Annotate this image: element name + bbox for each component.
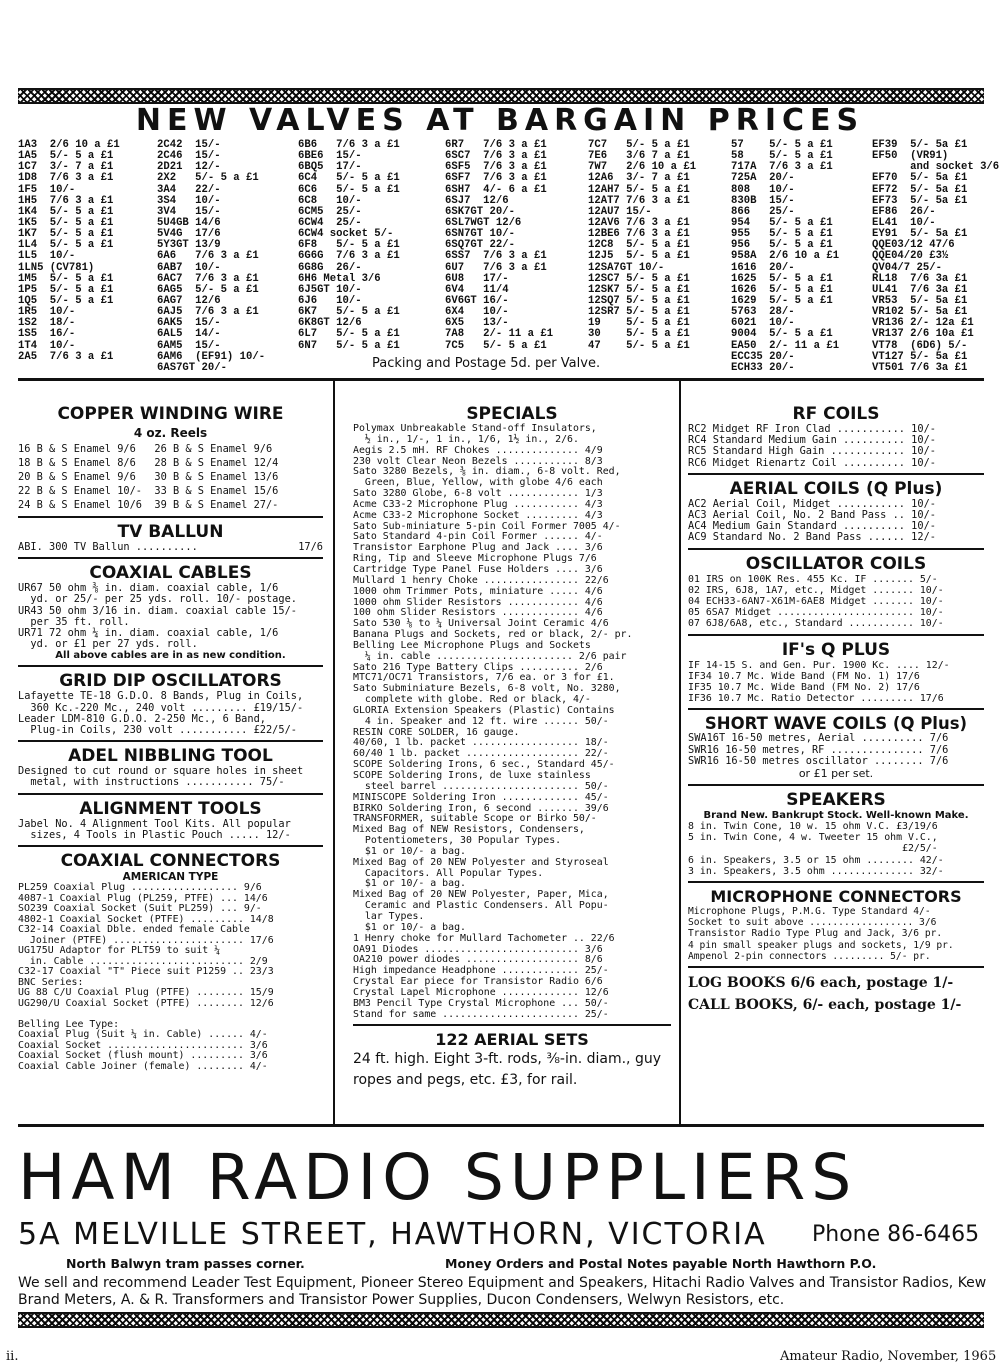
company-name: HAM RADIO SUPPLIERS [18,1141,858,1214]
valve-entry: 6AC7 7/6 3 a £1 [157,272,259,285]
packing-note: Packing and Postage 5d. per Valve. [372,356,601,371]
valve-entry: VT78 (6D6) 5/- [872,339,968,352]
valve-entry: 2C42 15/- [157,139,221,151]
valve-entry: 6SQ7GT 22/- [445,239,515,252]
aerial-sets-text: 24 ft. high. Eight 3-ft. rods, ⅜-in. diam., guy ropes and pegs, etc. £3, for rail. [353,1051,661,1089]
valve-entry: QV04/7 25/- [872,261,942,274]
valve-entry: 6CW4 socket 5/- [298,228,394,241]
valves-column-1 [18,140,120,363]
aerial-coils-text: AC2 Aerial Coil, Midget ........... 10/- AC3 Aerial Coil, No. 2 Band Pass .. 10/- AC4 Medium Gain Standard .......... 10/- AC9 Standard No. 2 Band Pass ...... 12/- [688,497,936,544]
valve-entry: 2C46 15/- [157,150,221,163]
valves-column-4 [445,140,553,352]
valve-entry: ECH33 20/- [731,361,795,374]
divider [18,793,323,795]
valve-entry: 1A3 2/6 10 a £1 [18,139,120,151]
short-wave-note: or £1 per set. [798,767,874,781]
valve-entry: 5U4GB 14/6 [157,216,221,229]
valve-entry: 6AL5 14/- [157,328,221,341]
valve-entry: 1S2 18/- [18,317,76,330]
log-books: LOG BOOKS 6/6 each, postage 1/- [688,975,954,992]
section-divider-bottom [18,1124,984,1127]
copper-row: 22 B & S Enamel 10/- 33 B & S Enamel 15/6 [18,485,279,497]
mic-connectors-text: Microphone Plugs, P.M.G. Type Standard 4/- Socket to suit above .................. 3/6 Transistor Radio Type Plug and Jack, 3/6 pr. 4 pin small speaker plugs and sockets, 1/9 pr. Ampenol 2-pin connectors ......... 5/- pr. [688,906,954,962]
valve-entry: 6U7 7/6 3 a £1 [445,261,547,274]
coax-connectors-title: COAXIAL CONNECTORS [60,851,281,872]
coaxial-cables-note: All above cables are in as new condition. [55,650,286,662]
tvballun-title: TV BALLUN [117,522,224,542]
valves-column-6 [731,140,839,374]
divider [688,548,984,550]
valve-entry: VR137 2/6 10a £1 [872,328,974,341]
valve-entry: EF50 (VR91) [872,150,949,163]
valve-entry: 12AV6 7/6 3 a £1 [588,216,690,229]
valve-entry: 12AT7 7/6 3 a £1 [588,194,690,207]
valves-column-2 [157,140,265,374]
divider [688,881,984,883]
valve-entry: 12AH7 5/- 5 a £1 [588,183,690,196]
valve-entry: 3S4 10/- [157,194,221,207]
valve-entry: 6V6GT 16/- [445,294,509,307]
valves-column-5 [588,140,696,352]
valve-entry: 12SK7 5/- 5 a £1 [588,283,690,296]
speakers-title: SPEAKERS [786,790,886,811]
valve-entry: 6K7 5/- 5 a £1 [298,306,400,319]
valve-entry: 5V4G 17/6 [157,228,221,241]
valve-entry: 3A4 22/- [157,183,221,196]
divider [688,708,984,710]
valve-entry: 6CW4 25/- [298,216,362,229]
valve-entry: 12SR7 5/- 5 a £1 [588,306,690,319]
valve-entry: 1629 5/- 5 a £1 [731,294,833,307]
valve-entry: 725A 20/- [731,172,795,185]
valve-entry: 1625 5/- 5 a £1 [731,272,833,285]
valve-entry: 6F8 5/- 5 a £1 [298,239,400,252]
valve-entry: 6G6G 7/6 3 a £1 [298,250,400,263]
valve-entry: 1A5 5/- 5 a £1 [18,150,114,163]
valve-entry: 6C8 10/- [298,194,362,207]
valve-entry: QQE04/20 £3½ [872,250,949,263]
ifs-title: IF's Q PLUS [781,639,891,660]
valve-entry: 6X5 13/- [445,317,509,330]
valve-entry: 1R5 10/- [18,306,76,319]
rf-coils-title: RF COILS [792,404,880,424]
valve-entry: ECC35 20/- [731,350,795,363]
valve-entry: 1D8 7/6 3 a £1 [18,172,114,185]
bottom-decorative-border [18,1312,984,1328]
valve-entry: 7A8 2/- 11 a £1 [445,328,554,341]
divider [18,516,323,518]
valve-entry: 2D21 12/- [157,161,221,174]
valve-entry: EA50 2/- 11 a £1 [731,339,840,352]
copper-title: COPPER WINDING WIRE [57,404,284,424]
aerial-sets-title: 122 AERIAL SETS [435,1030,589,1050]
company-phone: Phone 86-6465 [812,1222,980,1247]
valve-entry: 6K8GT 12/6 [298,317,362,330]
section-divider [18,378,984,381]
valve-entry: 6AK5 15/- [157,317,221,330]
coaxial-cables-title: COAXIAL CABLES [89,563,252,584]
valve-entry: 6B6 7/6 3 a £1 [298,139,400,151]
top-decorative-border [18,88,984,104]
valve-entry: VR136 2/- 12a £1 [872,317,974,330]
left-column [18,404,323,1072]
valve-entry: 1K7 5/- 5 a £1 [18,228,114,241]
specials-text: Polymax Unbreakable Stand-off Insulators, ½ in., 1/-, 1 in., 1/6, 1½ in., 2/6. Aegis 2.5 mH. RF Chokes .............. 4/9 230 volt Clear Neon Bezels ........... 8/3 Sato 3280 Bezels, ⅜ in. diam., 6-8 volt. Red, Green, Blue, Yellow, with globe 4/6 each Sato 3280 Globe, 6-8 volt ............ 1/3 Acme C33-2 Microphone Plug ........... 4/3 Acme C33-2 Microphone Socket ......... 4/3 Sato Sub-miniature 5-pin Coil Former 7005 4/- Sato Standard 4-pin Coil Former ...... 4/- Transistor Earphone Plug and Jack .... 3/6 Ring, Tip and Sleeve Microphone Plugs 7/6 Cartridge Type Panel Fuse Holders .... 3/6 Mullard 1 henry Choke ................ 22/6 1000 ohm Trimmer Pots, miniature ..... 4/6 1000 ohm Slider Resistors ............ 4/6 100 ohm Slider Resistors ............. 4/6 Sato 530 ⅛ to ¼ Universal Joint Ceramic 4/6 Banana Plugs and Sockets, red or black, 2/- pr. Belling Lee Microphone Plugs and Sockets ¼ in. cable ....................... 2/6 pair Sato 216 Type Battery Clips .......... 2/6 MTC71/OC71 Transistors, 7/6 ea. or 3 for £1. Sato Subminiature Bezels, 6-8 volt, No. 3280, complete with globe. Red or black, 4/- GLORIA Extension Speakers (Plastic) Contains 4 in. Speaker and 12 ft. wire ...... 50/- RESIN CORE SOLDER, 16 gauge. 40/60, 1 lb. packet .................. 18/- 60/40 1 lb. packet ................... 22/- SCOPE Soldering Irons, 6 sec., Standard 45/- SCOPE Soldering Irons, de luxe stainless steel barrel ....................... 50/- MINISCOPE Soldering Iron ............. 45/- BIRKO Soldering Iron, 6 second ....... 39/6 TRANSFORMER, suitable Scope or Birko 50/- Mixed Bag of NEW Resistors, Condensers, Potentiometers, 30 Popular Types. $1 or 10/- a bag. Mixed Bag of 20 NEW Polyester and Styroseal Capacitors. All Popular Types. $1 or 10/- a bag. Mixed Bag of 20 NEW Polyester, Paper, Mica, Ceramic and Plastic Condensers. All Popu- lar Types. $1 or 10/- a bag. 1 Henry choke for Mullard Tachometer .. 22/6 OA91 Diodes .......................... 3/6 OA210 power diodes ................... 8/6 High impedance Headphone ............. 25/- Crystal Ear piece for Transistor Radio 6/6 Crystal Lapel Microphone ............. 12/6 BM3 Pencil Type Crystal Microphone ... 50/- Stand for same ....................... 25/- [353,423,633,1020]
valve-entry: 6AS7GT 20/- [157,361,227,374]
valve-entry: 12AU7 15/- [588,205,652,218]
tvballun-item [18,542,323,553]
valve-entry: 6SL7WGT 12/6 [445,216,522,229]
aerial-coils-title: AERIAL COILS (Q Plus) [729,478,943,499]
valve-entry: 6V4 11/4 [445,283,509,296]
copper-list [18,442,323,512]
valve-entry: 1Q5 5/- 5 a £1 [18,294,114,307]
speakers-text: 8 in. Twin Cone, 10 w. 15 ohm V.C. £3/19/6 5 in. Twin Cone, 4 w. Tweeter 15 ohm V.C., £2/5/- 6 in. Speakers, 3.5 or 15 ohm ........ 42/- 3 in. Speakers, 3.5 ohm .............. 32/- [688,821,944,877]
call-books: CALL BOOKS, 6/- each, postage 1/- [688,997,962,1014]
divider [353,1024,671,1026]
valve-entry: 1H5 7/6 3 a £1 [18,194,114,207]
valve-entry: EF86 26/- [872,205,936,218]
copper-row: 16 B & S Enamel 9/6 26 B & S Enamel 9/6 [18,443,273,455]
osc-coils-title: OSCILLATOR COILS [745,553,927,574]
valve-entry: 6AM6 (EF91) 10/- [157,350,266,363]
valve-entry: 6X4 10/- [445,306,509,319]
divider [688,634,984,636]
valve-entry: 6J5GT 10/- [298,283,362,296]
valve-entry: VT501 7/6 3a £1 [872,361,968,374]
copper-row: 18 B & S Enamel 8/6 28 B & S Enamel 12/4 [18,457,279,469]
valve-entry: 1C7 3/- 7 a £1 [18,161,114,174]
copper-row: 24 B & S Enamel 10/6 39 B & S Enamel 27/- [18,499,279,511]
valve-entry: and socket 3/6 [872,161,1000,174]
divider [688,966,984,968]
valve-entry: RL18 7/6 3a £1 [872,272,968,285]
valve-entry: 12SA7GT 10/- [588,261,665,274]
valve-entry: 12J5 5/- 5 a £1 [588,250,690,263]
valve-entry: 6G8G 26/- [298,261,362,274]
valve-entry: EY91 5/- 5a £1 [872,228,968,241]
valve-entry: 6R7 7/6 3 a £1 [445,139,547,151]
valve-entry: 12BE6 7/6 3 a £1 [588,228,690,241]
valve-entry: 808 10/- [731,183,795,196]
valve-entry: 6U8 17/- [445,272,509,285]
valve-entry: QQE03/12 47/6 [872,239,955,252]
copper-row: 20 B & S Enamel 9/6 30 B & S Enamel 13/6 [18,471,279,483]
valve-entry: VT127 5/- 5a £1 [872,350,968,363]
valve-entry: 1M5 5/- 5 a £1 [18,272,114,285]
valve-entry: 12SQ7 5/- 5 a £1 [588,294,690,307]
mic-connectors-title: MICROPHONE CONNECTORS [710,887,962,907]
valve-entry: 6L7 5/- 5 a £1 [298,328,400,341]
valve-entry: 956 5/- 5 a £1 [731,239,833,252]
valve-entry: 6SC7 7/6 3 a £1 [445,150,547,163]
valve-entry: 12C8 5/- 5 a £1 [588,239,690,252]
valve-entry: 6SF5 7/6 3 a £1 [445,161,547,174]
osc-coils-text: 01 IRS on 100K Res. 455 Kc. IF ....... 5/- 02 IRS, 6J8, 1A7, etc., Midget ....... 10/- 04 ECH33-6AN7-X61M-6AE8 Midget ....... 10/- 05 6SA7 Midget ....................... 10/- 07 6J8/6A8, etc., Standard ........... 10/- [688,573,944,630]
coaxial-cables-text: UR67 50 ohm ⅜ in. diam. coaxial cable, 1/6 yd. or 25/- per 25 yds. roll. 10/- postage. UR43 50 ohm 3/16 in. diam. coaxial cable 15/- per 35 ft. roll. UR71 72 ohm ¼ in. diam. coaxial cable, 1/6 yd. or £1 per 27 yds. roll. [18,582,297,651]
valve-entry: 12SC7 5/- 5 a £1 [588,272,690,285]
valve-entry: 6AG5 5/- 5 a £1 [157,283,259,296]
valve-entry: 6N7 5/- 5 a £1 [298,339,400,352]
valve-entry: 1626 5/- 5 a £1 [731,283,833,296]
money-orders-note: Money Orders and Postal Notes payable North Hawthorn P.O. [445,1256,877,1271]
valve-entry: 2X2 5/- 5 a £1 [157,172,259,185]
valve-entry: 58 5/- 5 a £1 [731,150,833,163]
valve-entry: 866 25/- [731,205,795,218]
valve-entry: 1T4 10/- [18,339,76,352]
valve-entry: 6SF7 7/6 3 a £1 [445,172,547,185]
divider [18,740,323,742]
valve-entry: 3V4 15/- [157,205,221,218]
valve-entry: 6SH7 4/- 6 a £1 [445,183,547,196]
coax-connectors-text: PL259 Coaxial Plug .................. 9/6 4087-1 Coaxial Plug (PL259, PTFE) ... 14/6 SO239 Coaxial Socket (Suit PL259) ... 9/- 4802-1 Coaxial Socket (PTFE) ......... 14/8 C32-14 Coaxial Dble. ended female Cable Joiner (PTFE) ...................... 17/6 UG175U Adaptor for PLT59 to suit ¼ in. Cable .......................... 2/9 C32-17 Coaxial "T" Piece suit P1259 .. 23/3 BNC Series: UG 88 C/U Coaxial Plug (PTFE) ........ 15/9 UG290/U Coaxial Socket (PTFE) ........ 12/6 Belling Lee Type: Coaxial Plug (Suit ¼ in. Cable) ...... 4/- Coaxial Socket ....................... 3/6 Coaxial Socket (flush mount) ......... 3/6 Coaxial Cable Joiner (female) ........ 4/- [18,882,274,1072]
grid-dip-title: GRID DIP OSCILLATORS [59,671,282,692]
valve-entry: 2A5 7/6 3 a £1 [18,350,114,363]
tvballun-price: 17/6 [298,541,323,553]
column-divider-right [679,381,681,1124]
ifs-text: IF 14-15 S. and Gen. Pur. 1900 Kc. .... 12/- IF34 10.7 Mc. Wide Band (FM No. 1) 17/6 IF35 10.7 Mc. Wide Band (FM No. 2) 17/6 IF36 10.7 Mc. Ratio Detector ......... 17/6 [688,659,950,705]
divider [688,473,984,475]
valve-entry: 5763 28/- [731,306,795,319]
valve-entry: 19 5/- 5 a £1 [588,317,690,330]
valve-entry: EF72 5/- 5a £1 [872,183,968,196]
valve-entry: EL41 10/- [872,216,936,229]
valve-entry: 1L4 5/- 5 a £1 [18,239,114,252]
divider [18,845,323,847]
valve-entry: 12A6 3/- 7 a £1 [588,172,690,185]
valve-entry: 1S5 16/- [18,328,76,341]
valve-entry: 6AM5 15/- [157,339,221,352]
valve-entry: 5Y3GT 13/9 [157,239,221,252]
valve-entry: 1F5 10/- [18,183,76,196]
valves-column-3 [298,140,400,352]
divider [688,784,984,786]
valve-entry: 7C7 5/- 5 a £1 [588,139,690,151]
adel-text: Designed to cut round or square holes in sheet metal, with instructions ........... 75/- [18,765,304,789]
company-address: 5A MELVILLE STREET, HAWTHORN, VICTORIA [18,1217,767,1252]
valve-entry: 7C5 5/- 5 a £1 [445,339,547,352]
column-divider-left [333,381,335,1124]
valve-entry: 6C6 5/- 5 a £1 [298,183,400,196]
divider [18,557,323,559]
valve-entry: EF73 5/- 5a £1 [872,194,968,207]
valve-entry: 717A 7/6 3 a £1 [731,161,833,174]
valve-entry: 1616 20/- [731,261,795,274]
valve-entry: 1L5 10/- [18,250,76,263]
right-column [688,404,984,1016]
grid-dip-text: Lafayette TE-18 G.D.O. 8 Bands, Plug in Coils, 360 Kc.-220 Mc., 240 volt ......... £19/15/- Leader LDM-810 G.D.O. 2-250 Mc., 6 Band, Plug-in Coils, 230 volt ........... £22/5/- [18,690,304,737]
alignment-text: Jabel No. 4 Alignment Tool Kits. All popular sizes, 4 Tools in Plastic Pouch ..... 12/- [18,817,291,841]
valve-entry: 6C4 5/- 5 a £1 [298,172,400,185]
valve-entry: 6SS7 7/6 3 a £1 [445,250,547,263]
copper-subtitle: 4 oz. Reels [133,426,208,440]
valve-entry: 6A6 7/6 3 a £1 [157,250,259,263]
valve-entry: 7E6 3/6 7 a £1 [588,150,690,163]
valve-entry: 1K4 5/- 5 a £1 [18,205,114,218]
valve-entry: 1LN5 (CV781) [18,261,95,274]
valve-entry: 30 5/- 5 a £1 [588,328,690,341]
page-number: ii. [6,1349,19,1364]
valve-entry: VR53 5/- 5a £1 [872,294,968,307]
page-title: NEW VALVES AT BARGAIN PRICES [135,103,865,138]
valve-entry: EF70 5/- 5a £1 [872,172,968,185]
valve-entry: 954 5/- 5 a £1 [731,216,833,229]
valve-entry: UL41 7/6 3a £1 [872,283,968,296]
specials-title: SPECIALS [466,404,558,424]
valve-entry: 830B 15/- [731,194,795,207]
valve-entry: 6AJ5 7/6 3 a £1 [157,306,259,319]
valve-entry: 6021 10/- [731,317,795,330]
valve-entry: 6SK7GT 20/- [445,205,515,218]
valve-entry: 47 5/- 5 a £1 [588,339,690,352]
valve-entry: 6J6 10/- [298,294,362,307]
adel-title: ADEL NIBBLING TOOL [68,746,273,767]
valve-entry: 6BE6 15/- [298,150,362,163]
alignment-title: ALIGNMENT TOOLS [79,798,262,819]
valve-entry: 6CM5 25/- [298,205,362,218]
valve-entry: 6AB7 10/- [157,261,221,274]
valve-entry: 6AG7 12/6 [157,294,221,307]
short-wave-title: SHORT WAVE COILS (Q Plus) [704,714,968,734]
valves-column-7 [872,140,999,374]
valve-entry: 57 5/- 5 a £1 [731,139,833,151]
valve-entry: 6SJ7 12/6 [445,194,509,207]
short-wave-text: SWA16T 16-50 metres, Aerial .......... 7/6 SWR16 16-50 metres, RF ............... 7/6 SWR16 16-50 metres oscillator ........ 7/6 [688,732,949,767]
speakers-subtitle: Brand New. Bankrupt Stock. Well-known Make. [703,810,969,822]
tram-note: North Balwyn tram passes corner. [66,1256,305,1271]
recommend-text: We sell and recommend Leader Test Equipment, Pioneer Stereo Equipment and Speakers, Hitachi Radio Valves and Transistor Radios, Kew Brand Meters, A. & R. Transformers and Transistor Power Supplies, Ducon Condensers, Welwyn Resistors, etc. [18,1275,987,1308]
valve-entry: 955 5/- 5 a £1 [731,228,833,241]
divider [18,665,323,667]
valve-entry: 6H6 Metal 3/6 [298,272,381,285]
valve-entry: 958A 2/6 10 a £1 [731,250,840,263]
valve-entry: 6SN7GT 10/- [445,228,515,241]
valve-entry: 1K5 5/- 5 a £1 [18,216,114,229]
valve-entry: VR102 5/- 5a £1 [872,306,968,319]
magazine-issue: Amateur Radio, November, 1965 [780,1349,997,1364]
rf-coils-text: RC2 Midget RF Iron Clad ........... 10/- RC4 Standard Medium Gain .......... 10/- RC5 Standard High Gain ............ 10/- RC6 Midget Rienartz Coil .......... 10/- [688,423,936,469]
valve-entry: 6BQ5 17/- [298,161,362,174]
valve-entry: 7W7 2/6 10 a £1 [588,161,697,174]
middle-column [353,404,671,1091]
valve-entry: EF39 5/- 5a £1 [872,139,968,151]
valve-entry: 9004 5/- 5 a £1 [731,328,833,341]
tvballun-label: ABI. 300 TV Ballun .......... [18,541,198,553]
valve-entry: 1P5 5/- 5 a £1 [18,283,114,296]
coax-connectors-subtitle: AMERICAN TYPE [122,871,219,884]
